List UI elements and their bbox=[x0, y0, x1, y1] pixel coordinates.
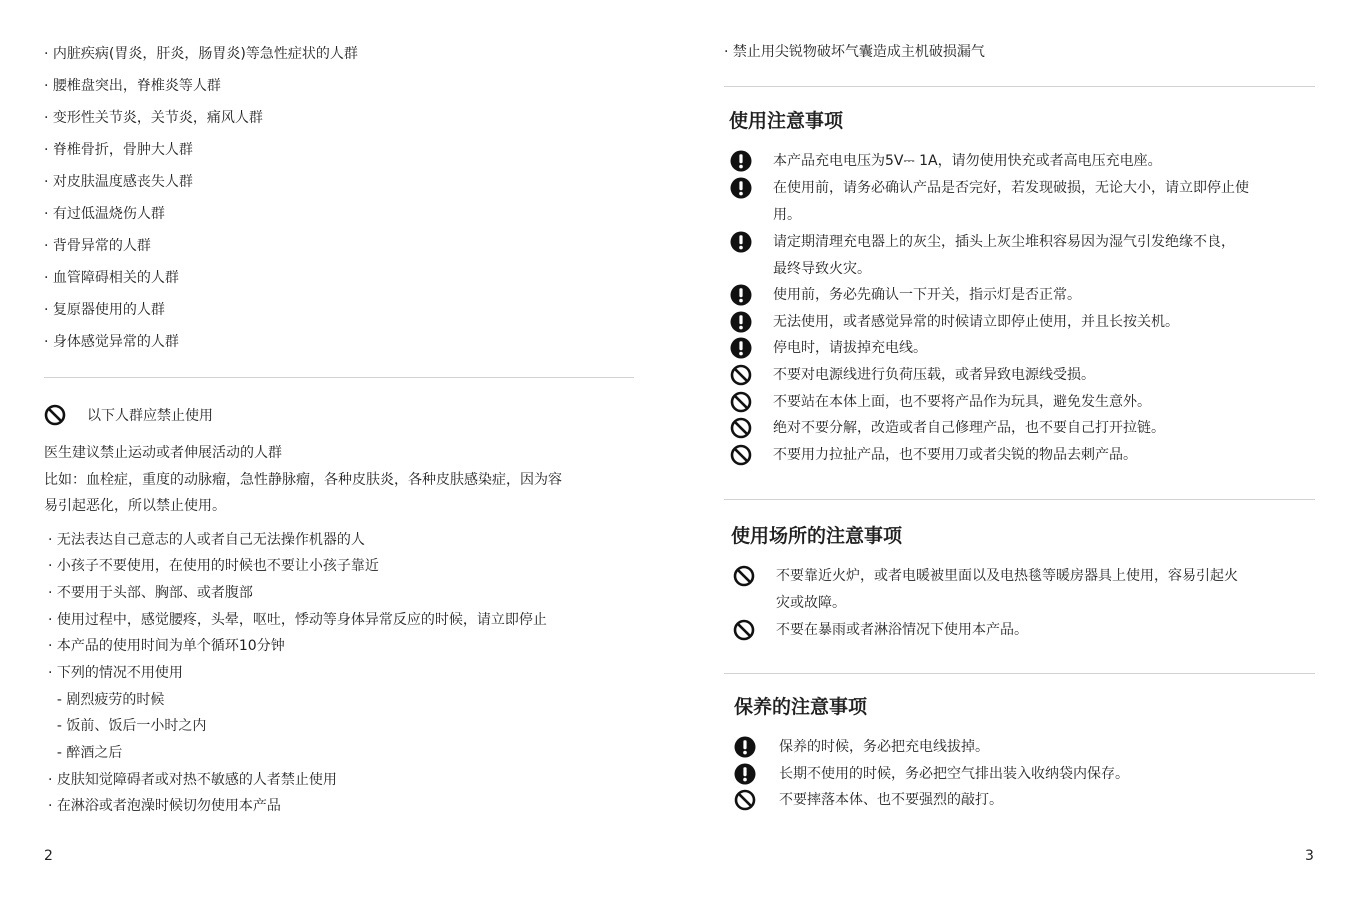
list-item: · 血管障碍相关的人群 bbox=[44, 270, 179, 286]
note-text: 不要在暴雨或者淋浴情况下使用本产品。 bbox=[776, 622, 1028, 638]
list-item: · 对皮肤温度感丧失人群 bbox=[44, 174, 193, 190]
list-item: · 变形性关节炎，关节炎，痛风人群 bbox=[44, 110, 263, 126]
list-item: · 使用过程中，感觉腰疼，头晕，呕吐，悸动等身体异常反应的时候，请立即停止 bbox=[48, 612, 547, 628]
list-item: · 皮肤知觉障碍者或对热不敏感的人者禁止使用 bbox=[48, 772, 337, 788]
note-text: 长期不使用的时候，务必把空气排出装入收纳袋内保存。 bbox=[779, 766, 1129, 782]
list-item: · 身体感觉异常的人群 bbox=[44, 334, 179, 350]
prohibited-icon bbox=[734, 789, 756, 811]
note-text: 不要站在本体上面，也不要将产品作为玩具，避免发生意外。 bbox=[773, 394, 1151, 410]
list-item: · 小孩子不要使用，在使用的时候也不要让小孩子靠近 bbox=[48, 558, 379, 574]
warning-icon bbox=[730, 150, 752, 172]
prohibited-icon bbox=[44, 404, 66, 426]
note-text: 不要靠近火炉，或者电暖被里面以及电热毯等暖房器具上使用，容易引起火 bbox=[776, 568, 1238, 584]
prohibited-icon bbox=[730, 417, 752, 439]
list-item: · 背骨异常的人群 bbox=[44, 238, 151, 254]
list-item: · 本产品的使用时间为单个循环10分钟 bbox=[48, 638, 285, 654]
note-text: 本产品充电电压为5V⎓ 1A，请勿使用快充或者高电压充电座。 bbox=[773, 153, 1162, 169]
page-number: 2 bbox=[44, 848, 53, 864]
prohibited-icon bbox=[730, 364, 752, 386]
note-text: 停电时，请拔掉充电线。 bbox=[773, 340, 927, 356]
divider bbox=[724, 86, 1315, 87]
warning-icon bbox=[734, 763, 756, 785]
list-item: · 在淋浴或者泡澡时候切勿使用本产品 bbox=[48, 798, 281, 814]
list-subitem: - 剧烈疲劳的时候 bbox=[48, 692, 165, 708]
example-line: 比如：血栓症，重度的动脉瘤，急性静脉瘤，各种皮肤炎，各种皮肤感染症，因为容 bbox=[44, 472, 562, 488]
prohibited-icon bbox=[733, 565, 755, 587]
list-item: · 无法表达自己意志的人或者自己无法操作机器的人 bbox=[48, 532, 365, 548]
warning-icon bbox=[730, 177, 752, 199]
example-line: 易引起恶化，所以禁止使用。 bbox=[44, 498, 226, 514]
note-text: 请定期清理充电器上的灰尘，插头上灰尘堆积容易因为湿气引发绝缘不良， bbox=[773, 234, 1235, 250]
prohibited-icon bbox=[730, 444, 752, 466]
note-text: 不要对电源线进行负荷压载，或者异致电源线受损。 bbox=[773, 367, 1095, 383]
list-subitem: - 醉酒之后 bbox=[48, 745, 123, 761]
prohibited-heading: 以下人群应禁止使用 bbox=[87, 408, 213, 424]
section-title: 使用场所的注意事项 bbox=[731, 525, 903, 547]
warning-icon bbox=[730, 231, 752, 253]
note-text: 灾或故障。 bbox=[776, 595, 846, 611]
warning-icon bbox=[730, 311, 752, 333]
doctor-advice: 医生建议禁止运动或者伸展活动的人群 bbox=[44, 445, 282, 461]
prohibited-icon bbox=[733, 619, 755, 641]
list-item: · 有过低温烧伤人群 bbox=[44, 206, 165, 222]
divider bbox=[44, 377, 634, 378]
note-text: 绝对不要分解，改造或者自己修理产品，也不要自己打开拉链。 bbox=[773, 420, 1165, 436]
warning-icon bbox=[730, 284, 752, 306]
list-item: · 不要用于头部、胸部、或者腹部 bbox=[48, 585, 253, 601]
note-text: 在使用前，请务必确认产品是否完好，若发现破损，无论大小，请立即停止使 bbox=[773, 180, 1249, 196]
list-subitem: - 饭前、饭后一小时之内 bbox=[48, 718, 207, 734]
divider bbox=[724, 673, 1315, 674]
page-number: 3 bbox=[1305, 848, 1314, 864]
note-text: 不要用力拉扯产品，也不要用刀或者尖锐的物品去刺产品。 bbox=[773, 447, 1137, 463]
list-item: · 腰椎盘突出，脊椎炎等人群 bbox=[44, 78, 221, 94]
prohibited-icon bbox=[730, 391, 752, 413]
list-item: · 下列的情况不用使用 bbox=[48, 665, 183, 681]
warning-icon bbox=[730, 337, 752, 359]
list-item: · 复原器使用的人群 bbox=[44, 302, 165, 318]
list-item: · 脊椎骨折，骨肿大人群 bbox=[44, 142, 193, 158]
note-text: 最终导致火灾。 bbox=[773, 261, 871, 277]
section-title: 使用注意事项 bbox=[729, 110, 844, 132]
note-text: 使用前，务必先确认一下开关，指示灯是否正常。 bbox=[773, 287, 1081, 303]
divider bbox=[724, 499, 1315, 500]
note-text: 不要摔落本体、也不要强烈的敲打。 bbox=[779, 792, 1003, 808]
top-note: · 禁止用尖锐物破坏气囊造成主机破损漏气 bbox=[724, 44, 985, 60]
warning-icon bbox=[734, 736, 756, 758]
list-item: · 内脏疾病(胃炎，肝炎，肠胃炎)等急性症状的人群 bbox=[44, 46, 358, 62]
note-text: 用。 bbox=[773, 207, 801, 223]
note-text: 无法使用，或者感觉异常的时候请立即停止使用，并且长按关机。 bbox=[773, 314, 1179, 330]
section-title: 保养的注意事项 bbox=[734, 696, 868, 718]
note-text: 保养的时候，务必把充电线拔掉。 bbox=[779, 739, 989, 755]
